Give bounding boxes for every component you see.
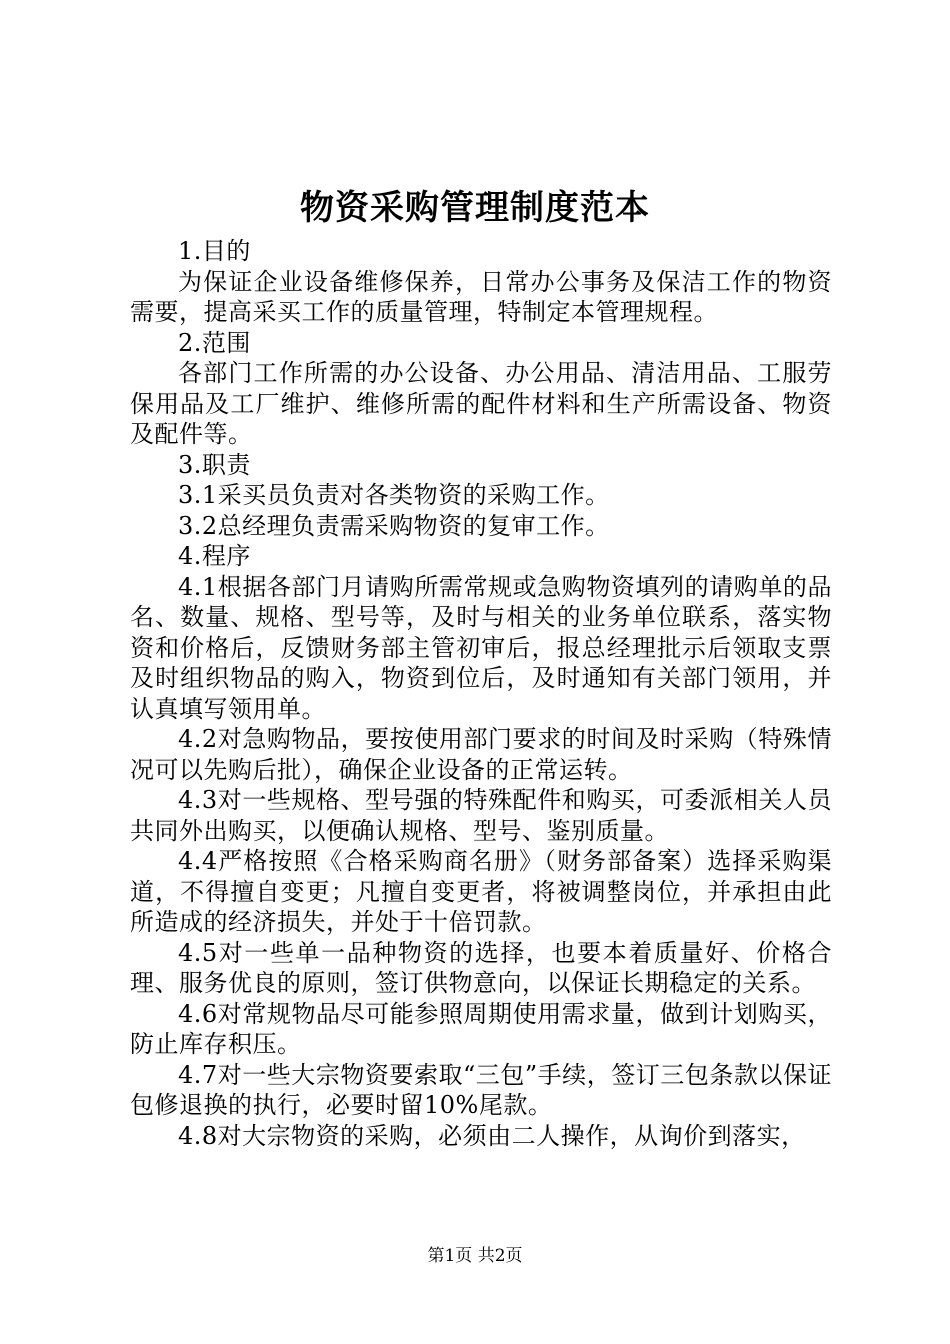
paragraph: 1.目的 bbox=[178, 237, 251, 265]
paragraph: 4.2对急购物品，要按使用部门要求的时间及时采购（特殊情况可以先购后批），确保企业设备的正常运转。 bbox=[130, 725, 832, 784]
paragraph: 4.8对大宗物资的采购，必须由二人操作，从询价到落实， bbox=[178, 1121, 806, 1150]
document-title: 物资采购管理制度范本 bbox=[300, 188, 650, 228]
paragraph: 4.程序 bbox=[178, 542, 251, 570]
paragraph: 为保证企业设备维修保养，日常办公事务及保洁工作的物资需要，提高采买工作的质量管理，特制定本管理规程。 bbox=[130, 267, 832, 326]
paragraph: 各部门工作所需的办公设备、办公用品、清洁用品、工服劳保用品及工厂维护、维修所需的配件材料和生产所需设备、物资及配件等。 bbox=[130, 359, 832, 448]
paragraph: 4.4严格按照《合格采购商名册》（财务部备案）选择采购渠道，不得擅自变更；凡擅自变更者，将被调整岗位，并承担由此所造成的经济损失，并处于十倍罚款。 bbox=[130, 847, 832, 936]
paragraph: 3.职责 bbox=[178, 450, 251, 479]
paragraph: 4.7对一些大宗物资要索取“三包”手续，签订三包条款以保证包修退换的执行，必要时留10%尾款。 bbox=[130, 1060, 832, 1119]
paragraph: 4.5对一些单一品种物资的选择，也要本着质量好、价格合理、服务优良的原则，签订供物意向，以保证长期稳定的关系。 bbox=[130, 938, 832, 997]
paragraph: 3.2总经理负责需采购物资的复审工作。 bbox=[178, 511, 610, 540]
paragraph: 3.1采买员负责对各类物资的采购工作。 bbox=[178, 481, 610, 509]
paragraph: 4.1根据各部门月请购所需常规或急购物资填列的请购单的品名、数量、规格、型号等，及时与相关的业务单位联系，落实物资和价格后，反馈财务部主管初审后，报总经理批示后领取支票及时组织物品的购入，物资到位后，及时通知有关部门领用，并认真填写领用单。 bbox=[130, 572, 832, 723]
paragraph: 4.3对一些规格、型号强的特殊配件和购买，可委派相关人员共同外出购买，以便确认规格、型号、鉴别质量。 bbox=[130, 786, 832, 845]
paragraph: 2.范围 bbox=[178, 328, 251, 357]
paragraph: 4.6对常规物品尽可能参照周期使用需求量，做到计划购买，防止库存积压。 bbox=[130, 999, 832, 1058]
document-body bbox=[130, 236, 832, 1151]
page-footer: 第1页 共2页 bbox=[427, 1246, 523, 1266]
